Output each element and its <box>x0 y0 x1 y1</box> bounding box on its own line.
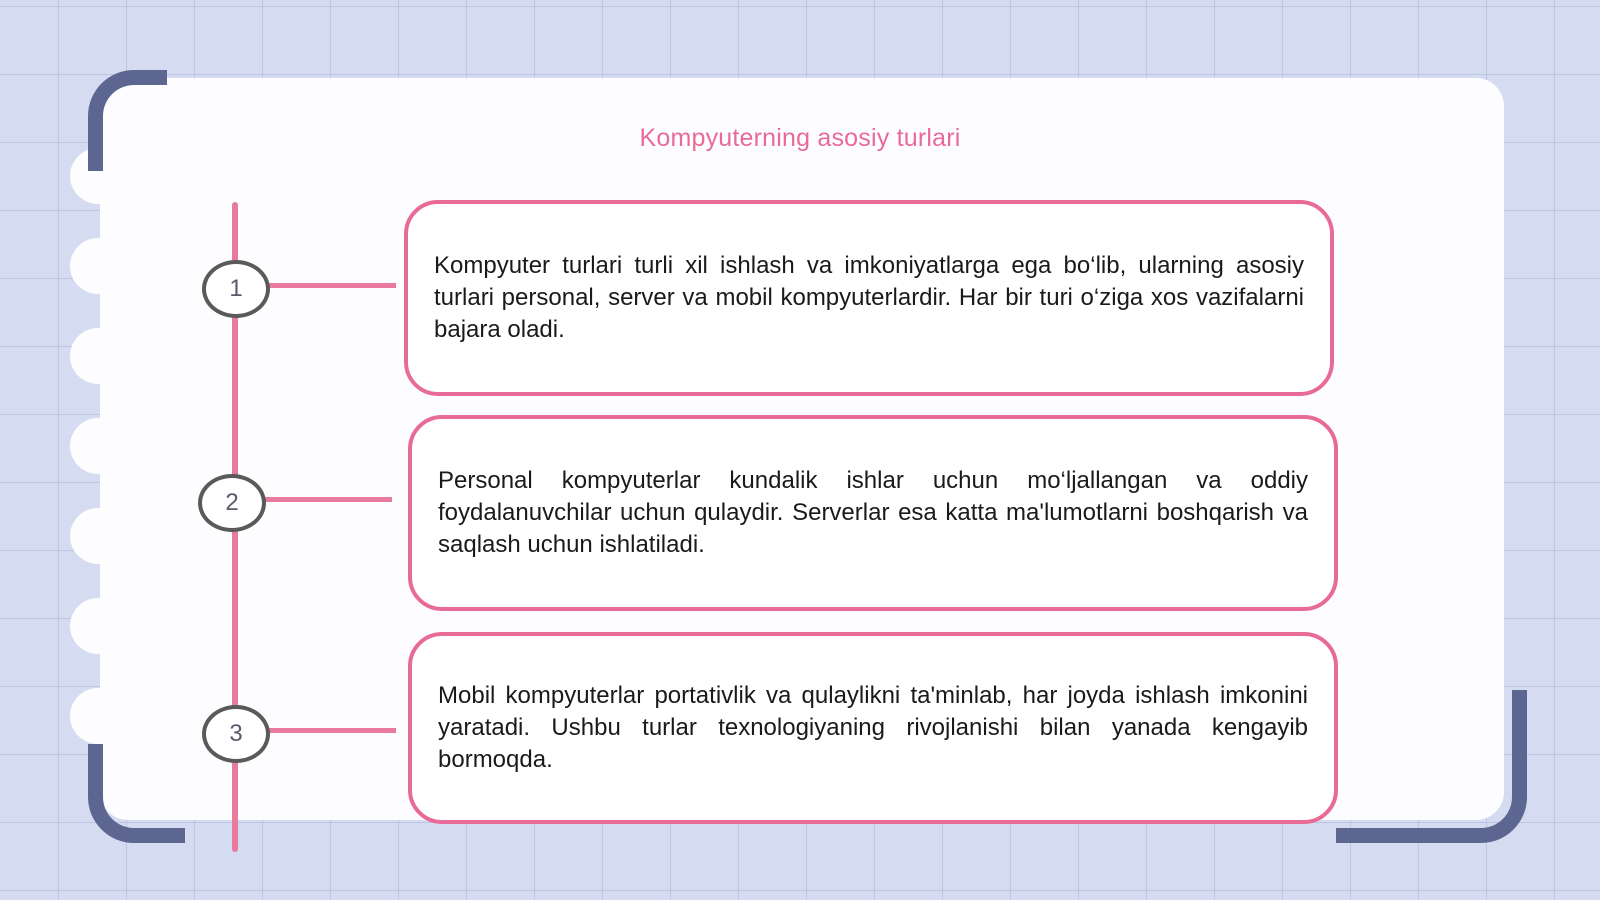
corner-bracket-bottom-right <box>1336 690 1527 843</box>
step-box-1 <box>404 200 1334 396</box>
notebook-tab <box>70 508 126 564</box>
step-text-2: Personal kompyuterlar kundalik ishlar uchun mo‘ljallangan va oddiy foydalanuvchilar uchun qulaydir. Serverlar esa katta ma'lumotlarni boshqarish va saqlash uchun ishlatiladi. <box>438 467 1308 558</box>
notebook-tab <box>70 328 126 384</box>
corner-bracket-bottom-left <box>88 744 185 843</box>
notebook-tab <box>70 238 126 294</box>
step-text-1: Kompyuter turlari turli xil ishlash va imkoniyatlarga ega bo‘lib, ularning asosiy turlari personal, server va mobil kompyuterlardir. Har bir turi o‘ziga xos vazifalarni bajara oladi. <box>434 252 1304 343</box>
step-box-3 <box>408 632 1338 824</box>
step-box-2 <box>408 415 1338 611</box>
notebook-tab <box>70 598 126 654</box>
step-number-3: 3 <box>202 705 270 763</box>
timeline-connector <box>262 728 396 733</box>
notebook-tab <box>70 688 126 744</box>
notebook-tab <box>70 418 126 474</box>
corner-bracket-top-left <box>88 70 167 171</box>
timeline-connector <box>258 497 392 502</box>
slide-title: Kompyuterning asosiy turlari <box>639 124 961 152</box>
step-text-3: Mobil kompyuterlar portativlik va qulaylikni ta'minlab, har joyda ishlash imkonini yaratadi. Ushbu turlar texnologiyaning rivojlanishi bilan yanada kengayib bormoqda. <box>438 682 1308 773</box>
step-number-2: 2 <box>198 474 266 532</box>
step-number-1: 1 <box>202 260 270 318</box>
timeline-connector <box>262 283 396 288</box>
